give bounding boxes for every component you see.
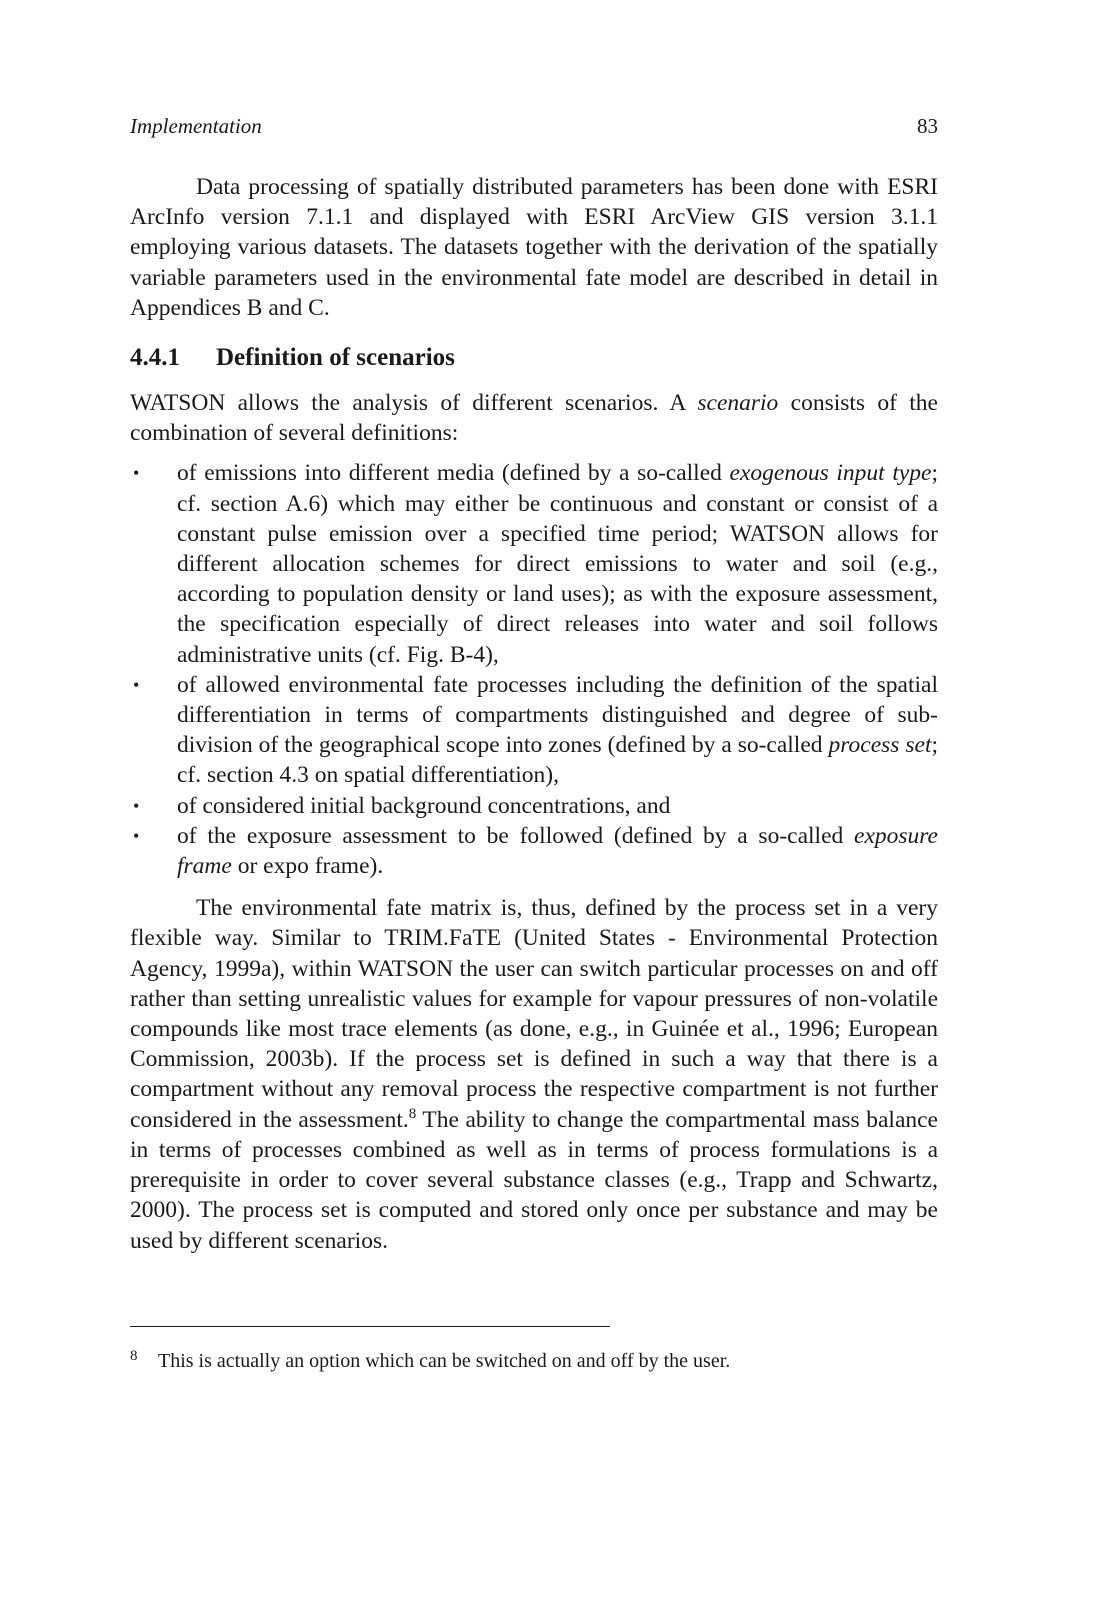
- footnote-text: This is actually an option which can be switched on and off by the user.: [158, 1350, 731, 1372]
- paragraph-fate-matrix: [130, 893, 938, 1255]
- section-number: 4.4.1: [130, 344, 180, 372]
- text-run: or expo frame).: [231, 853, 384, 880]
- main-text: [130, 172, 938, 1256]
- paragraph-intro: Data processing of spatially distributed parameters has been done with ESRI ArcInfo version 7.1.1 and displayed with ESRI ArcView GIS version 3.1.1 employing various datasets. The datasets together with the derivation of the spatially variable parameters used in the environmental fate model are described in detail in Appendices B and C.: [130, 174, 938, 321]
- text-run: ; cf. section A.6) which may either be continuous and constant or consist of a constant pulse emission over a specified time period; WATSON allows for different allocation schemes for direct emissions to water and soil (e.g., according to population density or land uses); as with the exposure assessment, the specification especially of direct releases into water and soil follows administrative units (cf. Fig. B-4),: [177, 460, 938, 668]
- text-run: of considered initial background concentrations, and: [177, 792, 671, 819]
- definitions-list: [130, 458, 938, 881]
- list-item: [130, 670, 938, 791]
- footnote-divider: [130, 1326, 610, 1327]
- running-header: [130, 113, 938, 139]
- footnote-reference: 8: [408, 1105, 417, 1122]
- text-run: consists of the combination of several definitions:: [130, 390, 938, 447]
- text-run: ; cf. section 4.3 on spatial differentiation),: [177, 732, 938, 789]
- text-run: of the exposure assessment to be followed (defined by a so-called: [177, 822, 855, 849]
- italic-term: process set: [828, 732, 932, 759]
- text-run: The environmental fate matrix is, thus, defined by the process set in a very flexible way. Similar to TRIM.FaTE (United States - Environmental Protection Agency, 1999a), within WATSON the user can switch particular processes on and off rather than setting unrealistic values for example for vapour pressures of non-volatile compounds like most trace elements (as done, e.g., in Guinée et al., 1996; European Commission, 2003b). If the process set is defined in such a way that there is a compartment without any removal process the respective compartment is not further considered in the assessment.: [130, 895, 938, 1133]
- text-run: WATSON allows the analysis of different scenarios. A: [130, 390, 698, 417]
- footnote: 8 This is actually an option which can be switched on and off by the user.: [130, 1348, 731, 1372]
- page-number: 83: [917, 114, 938, 138]
- text-run: The ability to change the compartmental mass balance in terms of processes combined as well as in terms of process formulations is a prerequisite in order to cover several substance classes (e.g., Trapp and Schwartz, 2000). The process set is computed and stored only once per substance and may be used by different scenarios.: [130, 1106, 938, 1254]
- text-run: of allowed environmental fate processes including the definition of the spatial differentiation in terms of compartments distinguished and degree of sub-division of the geographical scope into zones (defined by a so-called: [177, 671, 938, 759]
- section-title: Definition of scenarios: [216, 344, 455, 372]
- list-item: [130, 821, 938, 881]
- running-header-title: Implementation: [130, 114, 262, 138]
- text-run: of emissions into different media (defined by a so-called: [177, 460, 730, 487]
- list-item: [130, 458, 938, 669]
- italic-term: exogenous input type: [729, 460, 932, 487]
- paragraph-scenarios: [130, 388, 938, 448]
- italic-term: scenario: [697, 390, 779, 417]
- section-heading: [130, 343, 938, 373]
- italic-term: exposure frame: [177, 822, 938, 880]
- list-item: [130, 791, 938, 821]
